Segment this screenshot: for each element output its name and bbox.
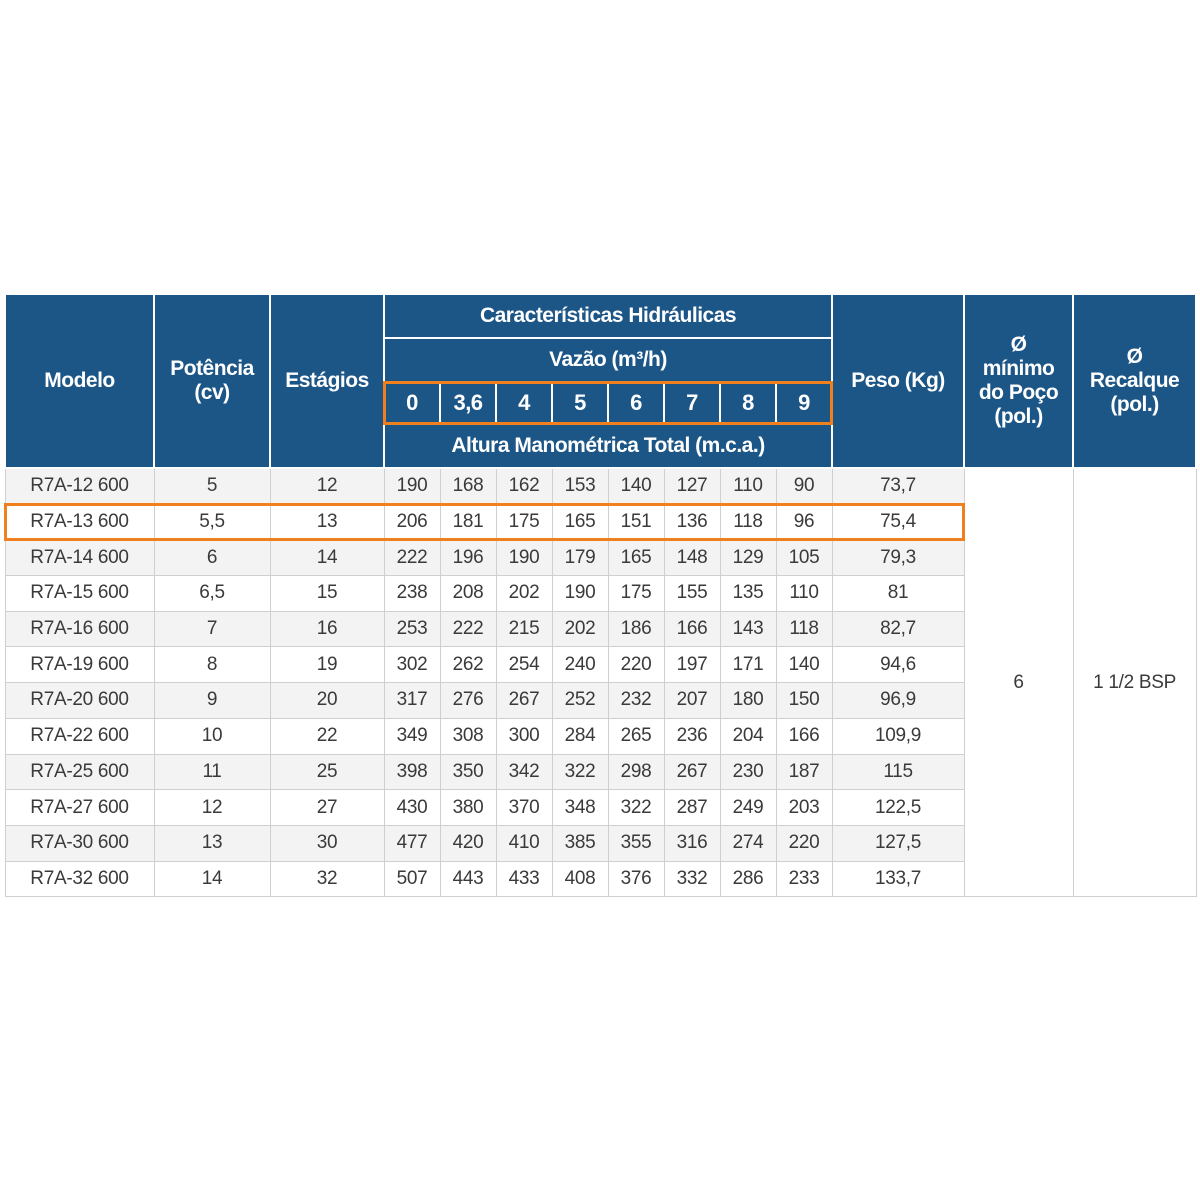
cell-head: 105 (776, 540, 832, 576)
cell-modelo: R7A-32 600 (5, 861, 154, 897)
cell-head: 222 (440, 611, 496, 647)
cell-head: 332 (664, 861, 720, 897)
cell-head: 348 (552, 790, 608, 826)
cell-head: 136 (664, 504, 720, 540)
cell-head: 265 (608, 718, 664, 754)
table-body (5, 468, 1196, 897)
cell-head: 181 (440, 504, 496, 540)
cell-estagios: 19 (270, 647, 384, 683)
cell-head: 286 (720, 861, 776, 897)
cell-head: 190 (552, 576, 608, 612)
cell-head: 220 (608, 647, 664, 683)
cell-modelo: R7A-25 600 (5, 754, 154, 790)
cell-head: 148 (664, 540, 720, 576)
header-recalque-line3: (pol.) (1110, 393, 1159, 416)
header-flow-value: 6 (608, 382, 664, 424)
header-flow-value: 3,6 (440, 382, 496, 424)
cell-peso: 81 (832, 576, 964, 612)
cell-estagios: 16 (270, 611, 384, 647)
cell-potencia: 5 (154, 468, 270, 504)
cell-peso: 115 (832, 754, 964, 790)
header-poco-line2: mínimo (982, 357, 1055, 380)
header-flow-value: 7 (664, 382, 720, 424)
cell-potencia: 9 (154, 683, 270, 719)
header-estagios: Estágios (270, 295, 384, 468)
pump-spec-table (4, 295, 1197, 897)
cell-head: 222 (384, 540, 440, 576)
cell-head: 284 (552, 718, 608, 754)
header-potencia (154, 295, 270, 468)
cell-head: 233 (776, 861, 832, 897)
cell-head: 298 (608, 754, 664, 790)
cell-modelo: R7A-30 600 (5, 825, 154, 861)
cell-head: 196 (440, 540, 496, 576)
cell-head: 230 (720, 754, 776, 790)
cell-head: 187 (776, 754, 832, 790)
cell-head: 276 (440, 683, 496, 719)
cell-head: 110 (720, 468, 776, 504)
cell-head: 287 (664, 790, 720, 826)
cell-head: 316 (664, 825, 720, 861)
header-flow-value: 8 (720, 382, 776, 424)
cell-head: 252 (552, 683, 608, 719)
cell-head: 215 (496, 611, 552, 647)
cell-head: 380 (440, 790, 496, 826)
cell-peso: 109,9 (832, 718, 964, 754)
cell-potencia: 12 (154, 790, 270, 826)
spec-table-wrapper (4, 295, 1195, 897)
cell-potencia: 6 (154, 540, 270, 576)
cell-head: 140 (776, 647, 832, 683)
cell-head: 206 (384, 504, 440, 540)
cell-head: 202 (552, 611, 608, 647)
cell-estagios: 13 (270, 504, 384, 540)
cell-head: 342 (496, 754, 552, 790)
cell-modelo: R7A-27 600 (5, 790, 154, 826)
cell-head: 420 (440, 825, 496, 861)
cell-head: 166 (664, 611, 720, 647)
cell-estagios: 25 (270, 754, 384, 790)
cell-head: 204 (720, 718, 776, 754)
cell-head: 166 (776, 718, 832, 754)
cell-head: 180 (720, 683, 776, 719)
header-recalque (1073, 295, 1196, 468)
cell-modelo: R7A-14 600 (5, 540, 154, 576)
cell-head: 143 (720, 611, 776, 647)
header-poco (964, 295, 1073, 468)
header-modelo: Modelo (5, 295, 154, 468)
cell-head: 168 (440, 468, 496, 504)
cell-modelo: R7A-22 600 (5, 718, 154, 754)
cell-estagios: 27 (270, 790, 384, 826)
header-poco-line3: do Poço (978, 381, 1059, 404)
cell-potencia: 8 (154, 647, 270, 683)
cell-modelo: R7A-13 600 (5, 504, 154, 540)
cell-head: 322 (552, 754, 608, 790)
cell-head: 385 (552, 825, 608, 861)
cell-peso: 133,7 (832, 861, 964, 897)
cell-potencia: 13 (154, 825, 270, 861)
cell-potencia: 5,5 (154, 504, 270, 540)
cell-head: 355 (608, 825, 664, 861)
cell-peso: 96,9 (832, 683, 964, 719)
cell-head: 171 (720, 647, 776, 683)
cell-head: 267 (664, 754, 720, 790)
cell-potencia: 10 (154, 718, 270, 754)
cell-head: 151 (608, 504, 664, 540)
cell-head: 433 (496, 861, 552, 897)
cell-head: 203 (776, 790, 832, 826)
cell-potencia: 11 (154, 754, 270, 790)
cell-head: 127 (664, 468, 720, 504)
cell-estagios: 22 (270, 718, 384, 754)
cell-potencia: 6,5 (154, 576, 270, 612)
cell-head: 507 (384, 861, 440, 897)
cell-head: 110 (776, 576, 832, 612)
cell-head: 118 (776, 611, 832, 647)
cell-head: 302 (384, 647, 440, 683)
cell-head: 238 (384, 576, 440, 612)
cell-head: 370 (496, 790, 552, 826)
cell-head: 155 (664, 576, 720, 612)
cell-peso: 127,5 (832, 825, 964, 861)
header-poco-line1: Ø (1010, 333, 1027, 356)
header-flow-value: 5 (552, 382, 608, 424)
cell-estagios: 14 (270, 540, 384, 576)
cell-head: 208 (440, 576, 496, 612)
header-flow-value: 0 (384, 382, 440, 424)
cell-head: 220 (776, 825, 832, 861)
cell-head: 190 (496, 540, 552, 576)
cell-head: 317 (384, 683, 440, 719)
header-altura: Altura Manométrica Total (m.c.a.) (384, 424, 832, 468)
cell-head: 430 (384, 790, 440, 826)
cell-head: 190 (384, 468, 440, 504)
cell-peso: 94,6 (832, 647, 964, 683)
cell-head: 322 (608, 790, 664, 826)
cell-head: 253 (384, 611, 440, 647)
cell-head: 175 (496, 504, 552, 540)
cell-head: 443 (440, 861, 496, 897)
cell-head: 135 (720, 576, 776, 612)
cell-head: 186 (608, 611, 664, 647)
cell-head: 175 (608, 576, 664, 612)
cell-head: 240 (552, 647, 608, 683)
cell-estagios: 30 (270, 825, 384, 861)
cell-peso: 79,3 (832, 540, 964, 576)
cell-head: 96 (776, 504, 832, 540)
cell-potencia: 14 (154, 861, 270, 897)
cell-head: 90 (776, 468, 832, 504)
cell-head: 398 (384, 754, 440, 790)
cell-head: 254 (496, 647, 552, 683)
cell-poco: 6 (964, 468, 1073, 897)
cell-head: 153 (552, 468, 608, 504)
cell-head: 274 (720, 825, 776, 861)
cell-modelo: R7A-19 600 (5, 647, 154, 683)
cell-head: 129 (720, 540, 776, 576)
cell-head: 140 (608, 468, 664, 504)
cell-head: 308 (440, 718, 496, 754)
cell-estagios: 12 (270, 468, 384, 504)
cell-head: 249 (720, 790, 776, 826)
cell-modelo: R7A-20 600 (5, 683, 154, 719)
cell-estagios: 32 (270, 861, 384, 897)
header-recalque-line1: Ø (1126, 345, 1143, 368)
cell-head: 408 (552, 861, 608, 897)
cell-peso: 75,4 (832, 504, 964, 540)
cell-peso: 122,5 (832, 790, 964, 826)
cell-potencia: 7 (154, 611, 270, 647)
cell-head: 165 (608, 540, 664, 576)
cell-head: 202 (496, 576, 552, 612)
header-recalque-line2: Recalque (1089, 369, 1180, 392)
cell-head: 410 (496, 825, 552, 861)
cell-head: 165 (552, 504, 608, 540)
header-poco-line4: (pol.) (994, 405, 1043, 428)
cell-head: 232 (608, 683, 664, 719)
header-vazao: Vazão (m³/h) (384, 338, 832, 382)
cell-head: 477 (384, 825, 440, 861)
cell-head: 262 (440, 647, 496, 683)
cell-peso: 82,7 (832, 611, 964, 647)
cell-head: 197 (664, 647, 720, 683)
cell-head: 118 (720, 504, 776, 540)
header-flow-value: 4 (496, 382, 552, 424)
cell-head: 300 (496, 718, 552, 754)
cell-head: 349 (384, 718, 440, 754)
header-flow-value: 9 (776, 382, 832, 424)
cell-recalque: 1 1/2 BSP (1073, 468, 1196, 897)
cell-peso: 73,7 (832, 468, 964, 504)
cell-modelo: R7A-16 600 (5, 611, 154, 647)
cell-head: 267 (496, 683, 552, 719)
header-potencia-line1: Potência (170, 357, 254, 380)
cell-modelo: R7A-12 600 (5, 468, 154, 504)
cell-head: 207 (664, 683, 720, 719)
cell-head: 162 (496, 468, 552, 504)
header-peso: Peso (Kg) (832, 295, 964, 468)
cell-head: 350 (440, 754, 496, 790)
table-row (5, 468, 1196, 504)
cell-estagios: 15 (270, 576, 384, 612)
cell-head: 376 (608, 861, 664, 897)
cell-head: 236 (664, 718, 720, 754)
cell-modelo: R7A-15 600 (5, 576, 154, 612)
header-potencia-line2: (cv) (194, 381, 230, 404)
table-header (5, 295, 1196, 468)
cell-head: 150 (776, 683, 832, 719)
cell-head: 179 (552, 540, 608, 576)
cell-estagios: 20 (270, 683, 384, 719)
header-caracteristicas: Características Hidráulicas (384, 295, 832, 338)
